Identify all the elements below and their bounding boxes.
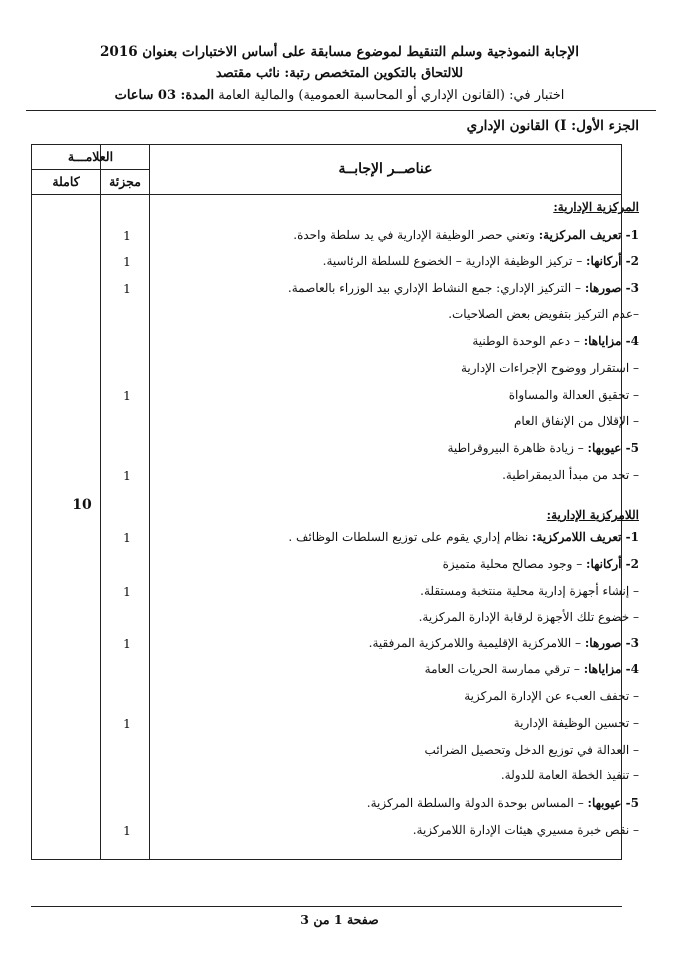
item-text: نظام إداري يقوم على توزيع السلطات الوظائف . bbox=[288, 530, 533, 544]
partial-grade: 1 bbox=[123, 716, 131, 731]
page-number: صفحة 1 من 3 bbox=[300, 912, 379, 927]
item-text: – المساس بوحدة الدولة والسلطة المركزية. bbox=[366, 796, 588, 810]
partial-grade: 1 bbox=[123, 228, 131, 243]
item-key: 2- أركانها: bbox=[586, 254, 639, 268]
item-text: – تحقيق العدالة والمساواة bbox=[508, 388, 639, 402]
item-key: 5- عيوبها: bbox=[587, 796, 639, 810]
section-heading bbox=[547, 508, 639, 522]
item-key: 3- صورها: bbox=[584, 636, 639, 650]
item-text: – تحد من مبدأ الديمقراطية. bbox=[502, 468, 639, 482]
col-divider bbox=[149, 145, 150, 859]
row-divider bbox=[32, 169, 149, 170]
answer-line bbox=[509, 388, 639, 402]
item-text: – تنفيذ الخطة العامة للدولة. bbox=[500, 768, 639, 782]
item-text: – وجود مصالح محلية متميزة bbox=[442, 557, 587, 571]
partial-grade: 1 bbox=[123, 254, 131, 269]
header-rule bbox=[26, 110, 656, 111]
item-text: – الإقلال من الإنفاق العام bbox=[513, 414, 639, 428]
answer-line bbox=[367, 796, 639, 810]
item-text: – دعم الوحدة الوطنية bbox=[472, 334, 584, 348]
footer-rule bbox=[31, 906, 622, 907]
answer-header: عناصــر الإجابــة bbox=[338, 161, 433, 177]
answer-line bbox=[419, 610, 639, 624]
answer-line bbox=[288, 281, 639, 295]
answer-line bbox=[447, 441, 639, 455]
answer-line bbox=[472, 334, 639, 348]
doc-subtitle: للالتحاق بالتكوين المتخصص رتبة: نائب مقتصد bbox=[215, 66, 464, 81]
item-text: – ترقي ممارسة الحريات العامة bbox=[424, 662, 584, 676]
answer-line bbox=[425, 662, 639, 676]
partial-grade: 1 bbox=[123, 530, 131, 545]
item-key: 1- تعريف اللامركزية: bbox=[532, 530, 639, 544]
col-divider bbox=[100, 145, 101, 859]
item-key: 4- مزاياها: bbox=[583, 334, 639, 348]
answer-line bbox=[501, 768, 639, 782]
partial-grade: 1 bbox=[123, 823, 131, 838]
answer-line bbox=[461, 361, 639, 375]
answer-line bbox=[448, 307, 639, 321]
item-key: 3- صورها: bbox=[584, 281, 639, 295]
item-text: – اللامركزية الإقليمية واللامركزية المرفقية. bbox=[368, 636, 585, 650]
item-text: – نقص خبرة مسيري هيئات الإدارة اللامركزية. bbox=[412, 823, 639, 837]
item-text: – تحسين الوظيفة الإدارية bbox=[513, 716, 639, 730]
answer-line bbox=[514, 414, 639, 428]
exam-duration: المدة: 03 ساعات bbox=[114, 88, 215, 103]
item-text: – إنشاء أجهزة إدارية محلية منتخبة ومستقلة. bbox=[420, 584, 639, 598]
item-text: – العدالة في توزيع الدخل وتحصيل الضرائب bbox=[424, 743, 639, 757]
item-key: 2- أركانها: bbox=[586, 557, 639, 571]
answer-line bbox=[293, 228, 639, 242]
partial-header: مجزئة bbox=[109, 174, 141, 189]
item-key: 1- تعريف المركزية: bbox=[538, 228, 639, 242]
item-text: – خضوع تلك الأجهزة لرقابة الإدارة المركزية. bbox=[418, 610, 639, 624]
answer-line bbox=[502, 468, 639, 482]
section-heading bbox=[553, 200, 639, 214]
partial-grade: 1 bbox=[123, 388, 131, 403]
item-text: – التركيز الإداري: جمع النشاط الإداري بيد الوزراء بالعاصمة. bbox=[287, 281, 585, 295]
item-key: 4- مزاياها: bbox=[583, 662, 639, 676]
total-header: كاملة bbox=[52, 174, 80, 189]
item-text: اللامركزية الإدارية: bbox=[546, 508, 639, 522]
header-row-divider bbox=[32, 194, 621, 195]
partial-grade: 1 bbox=[123, 584, 131, 599]
answer-line bbox=[514, 716, 639, 730]
exam-subject: اختبار في: (القانون الإداري أو المحاسبة العمومية) والمالية العامة bbox=[218, 88, 565, 103]
answer-line bbox=[413, 823, 639, 837]
answer-line bbox=[443, 557, 639, 571]
answer-line bbox=[323, 254, 639, 268]
total-grade: 10 bbox=[72, 497, 92, 513]
answer-line bbox=[464, 689, 639, 703]
answer-line bbox=[420, 584, 639, 598]
item-text: – زيادة ظاهرة البيروقراطية bbox=[447, 441, 588, 455]
item-text: – تركيز الوظيفة الإدارية – الخضوع للسلطة الرئاسية. bbox=[322, 254, 587, 268]
partial-grade: 1 bbox=[123, 281, 131, 296]
item-key: 5- عيوبها: bbox=[587, 441, 639, 455]
doc-title: الإجابة النموذجية وسلم التنقيط لموضوع مسابقة على أساس الاختبارات بعنوان 2016 bbox=[100, 44, 579, 60]
exam-info bbox=[0, 88, 679, 103]
item-text: – تخفف العبء عن الإدارة المركزية bbox=[464, 689, 639, 703]
answer-line bbox=[425, 743, 639, 757]
item-text: –عدم التركيز بتفويض بعض الصلاحيات. bbox=[448, 307, 639, 321]
answer-line bbox=[288, 530, 639, 544]
partial-grade: 1 bbox=[123, 636, 131, 651]
part-title: الجزء الأول: I) القانون الإداري bbox=[466, 118, 639, 134]
answer-line bbox=[369, 636, 639, 650]
item-text: وتعني حصر الوظيفة الإدارية في يد سلطة واحدة. bbox=[293, 228, 539, 242]
grade-header: العلامـــة bbox=[67, 149, 114, 164]
item-text: المركزية الإدارية: bbox=[553, 200, 639, 214]
item-text: – استقرار ووضوح الإجراءات الإدارية bbox=[460, 361, 639, 375]
partial-grade: 1 bbox=[123, 468, 131, 483]
